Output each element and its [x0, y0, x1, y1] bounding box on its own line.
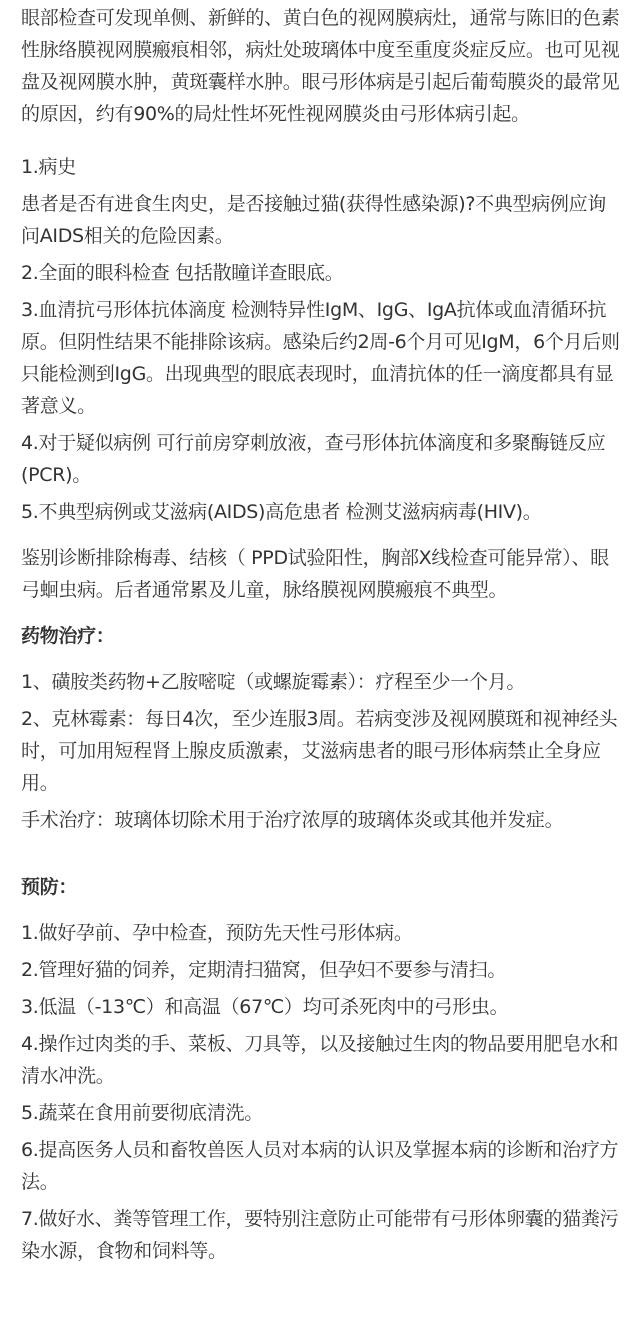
serology-item: 3.血清抗弓形体抗体滴度 检测特异性IgM、IgG、IgA抗体或血清循环抗原。但阴性结果不能排除该病。感染后约2周-6个月可见IgM，6个月后则只能检测到IgG。出现典型的眼底表现时，血清抗体的任一滴度都具有显著意义。: [21, 299, 620, 417]
article-body: [0, 2, 640, 1267]
treatment-item-1: 1、磺胺类药物+乙胺嘧啶（或螺旋霉素）：疗程至少一个月。: [21, 671, 526, 693]
suspected-case-item: 4.对于疑似病例 可行前房穿刺放液，查弓形体抗体滴度和多聚酶链反应(PCR)。: [21, 432, 606, 486]
treatment-heading: 药物治疗：: [21, 625, 115, 647]
atypical-case-item: 5.不典型病例或艾滋病(AIDS)高危患者 检测艾滋病病毒(HIV)。: [21, 501, 542, 523]
prevention-item: 6.提高医务人员和畜牧兽医人员对本病的认识及掌握本病的诊断和治疗方法。: [21, 1139, 619, 1193]
eye-exam-item: 2.全面的眼科检查 包括散瞳详查眼底。: [21, 262, 344, 284]
differential-diagnosis: 鉴别诊断排除梅毒、结核（ PPD试验阳性，胸部X线检查可能异常）、眼弓蛔虫病。后者通常累及儿童，脉络膜视网膜瘢痕不典型。: [21, 547, 609, 601]
treatment-item-2: 2、克林霉素：每日4次，至少连服3周。若病变涉及视网膜斑和视神经头时，可加用短程肾上腺皮质激素，艾滋病患者的眼弓形体病禁止全身应用。: [21, 708, 618, 794]
prevention-item: 7.做好水、粪等管理工作，要特别注意防止可能带有弓形体卵囊的猫粪污染水源，食物和饲料等。: [21, 1208, 619, 1262]
intro-paragraph: 眼部检查可发现单侧、新鲜的、黄白色的视网膜病灶，通常与陈旧的色素性脉络膜视网膜瘢痕相邻，病灶处玻璃体中度至重度炎症反应。也可见视盘及视网膜水肿，黄斑囊样水肿。眼弓形体病是引起后葡萄膜炎的最常见的原因，约有90%的局灶性坏死性视网膜炎由弓形体病引起。: [21, 7, 620, 125]
prevention-item: 5.蔬菜在食用前要彻底清洗。: [21, 1102, 263, 1124]
prevention-item: 4.操作过肉类的手、菜板、刀具等，以及接触过生肉的物品要用肥皂水和清水冲洗。: [21, 1033, 619, 1087]
history-title: 1.病史: [21, 156, 76, 178]
prevention-item: 2.管理好猫的饲养，定期清扫猫窝，但孕妇不要参与清扫。: [21, 959, 507, 981]
prevention-heading: 预防：: [21, 876, 78, 898]
prevention-item: 3.低温（-13℃）和高温（67℃）均可杀死肉中的弓形虫。: [21, 996, 509, 1018]
surgery-item: 手术治疗：玻璃体切除术用于治疗浓厚的玻璃体炎或其他并发症。: [21, 809, 564, 831]
prevention-item: 1.做好孕前、孕中检查，预防先天性弓形体病。: [21, 922, 413, 944]
history-body: 患者是否有进食生肉史，是否接触过猫(获得性感染源)?不典型病例应询问AIDS相关的危险因素。: [21, 193, 607, 247]
